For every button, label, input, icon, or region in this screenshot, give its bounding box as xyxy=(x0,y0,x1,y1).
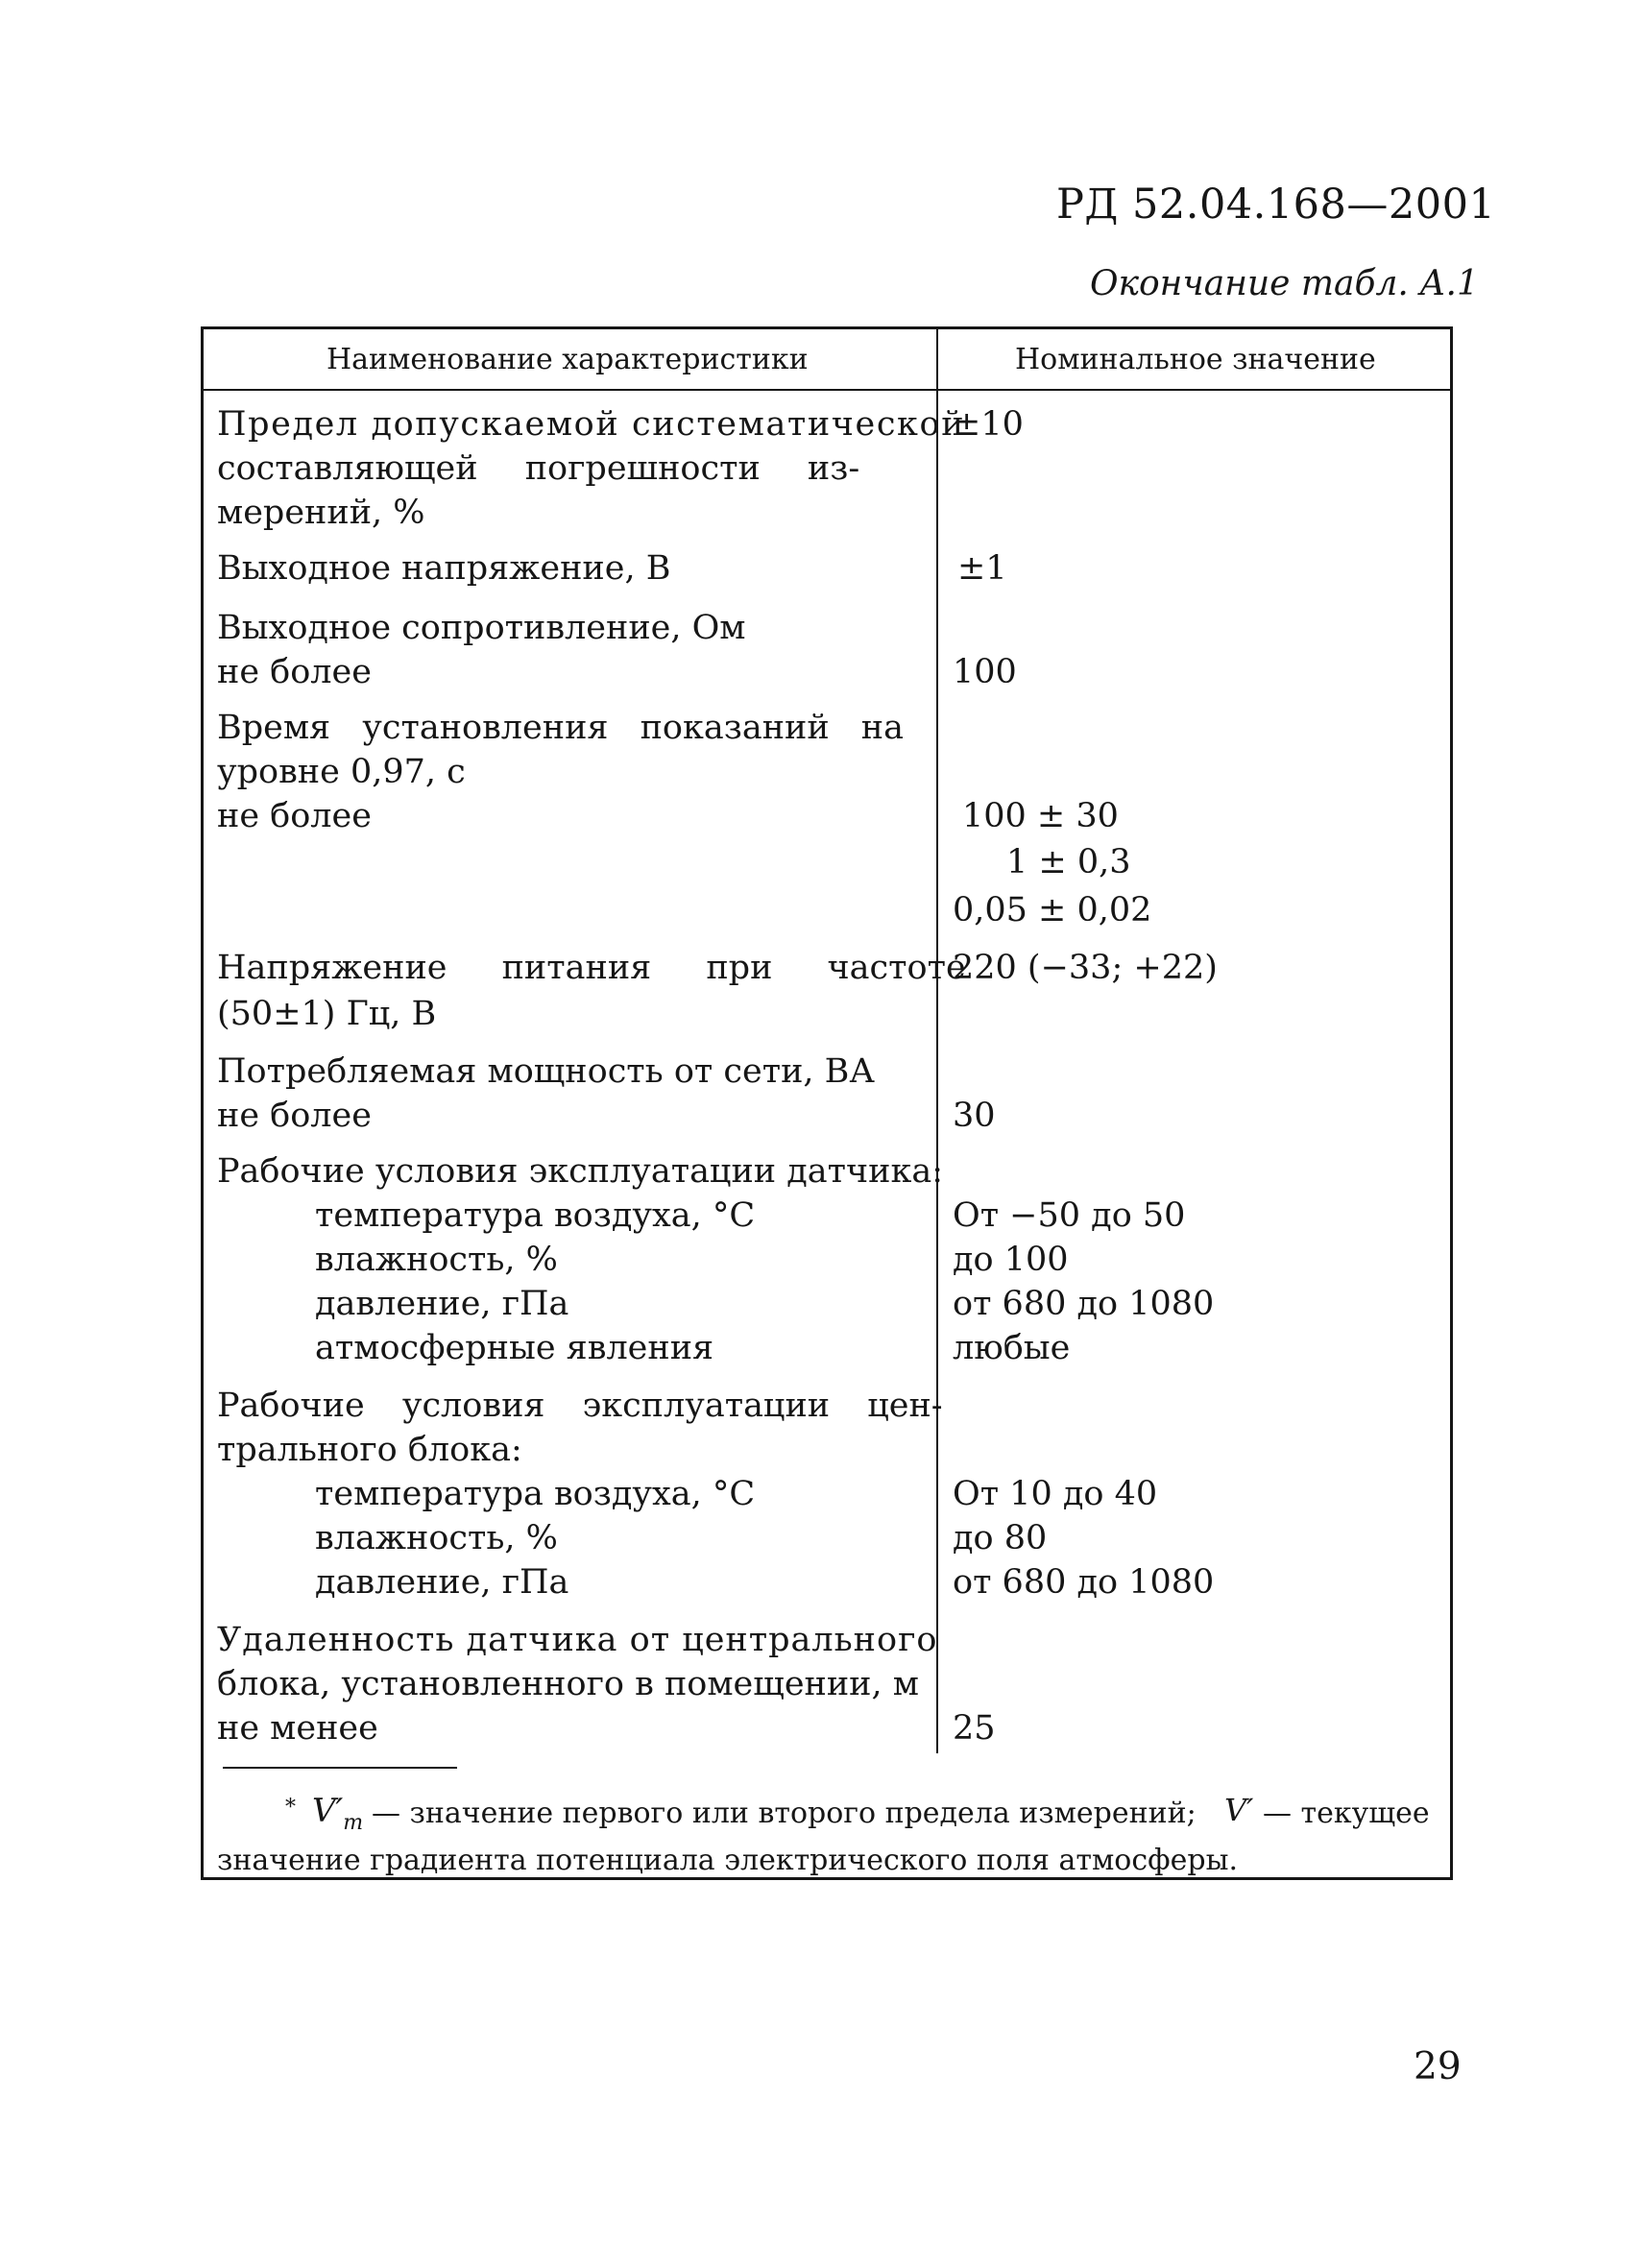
row-9-value: 25 xyxy=(953,1709,996,1748)
row-1-name-line-2: составляющей погрешности из- xyxy=(217,449,860,488)
column-header-value: Номинальное значение xyxy=(1015,343,1376,376)
row-7-name-line-3: влажность, % xyxy=(315,1241,558,1279)
row-3-value: 100 xyxy=(953,653,1017,691)
row-8-name-line-5: давление, гПа xyxy=(315,1563,569,1602)
row-4-value-1: 100 ± 30 xyxy=(962,797,1119,835)
row-1-name-line-1: Предел допускаемой систематической xyxy=(217,405,966,444)
row-9-name-line-2: блока, установленного в помещении, м xyxy=(217,1665,919,1703)
row-7-value-3: от 680 до 1080 xyxy=(953,1285,1215,1323)
row-8-name-line-4: влажность, % xyxy=(315,1519,558,1557)
row-6-value: 30 xyxy=(953,1097,996,1135)
page-number: 29 xyxy=(1414,2045,1462,2088)
row-7-value-4: любые xyxy=(953,1329,1071,1367)
row-4-name-line-3: не более xyxy=(217,797,372,835)
row-8-value-2: до 80 xyxy=(953,1519,1048,1557)
row-7-name-line-2: температура воздуха, °С xyxy=(315,1196,756,1235)
row-1-value: ±10 xyxy=(953,405,1024,444)
row-7-value-2: до 100 xyxy=(953,1241,1069,1279)
footnote-symbol-v: V′ xyxy=(1224,1792,1254,1828)
header-divider xyxy=(204,389,1450,391)
row-8-name-line-2: трального блока: xyxy=(217,1431,522,1469)
row-5-value: 220 (−33; +22) xyxy=(953,949,1218,987)
row-5-name-line-1: Напряжение питания при частоте xyxy=(217,949,966,987)
footnote-symbol-vm: $V'_m$ xyxy=(312,1792,364,1835)
footnote-separator xyxy=(223,1767,457,1769)
row-9-name-line-1: Удаленность датчика от центрального xyxy=(217,1621,938,1659)
row-8-value-3: от 680 до 1080 xyxy=(953,1563,1215,1602)
row-5-name-line-2: (50±1) Гц, В xyxy=(217,995,437,1033)
row-4-value-3: 0,05 ± 0,02 xyxy=(953,891,1152,929)
row-8-name-line-1: Рабочие условия эксплуатации цен- xyxy=(217,1387,943,1425)
row-3-name-line-1: Выходное сопротивление, Ом xyxy=(217,609,746,647)
row-7-name-line-5: атмосферные явления xyxy=(315,1329,714,1367)
row-8-name-line-3: температура воздуха, °С xyxy=(315,1475,756,1513)
table-continuation-note: Окончание табл. А.1 xyxy=(1090,264,1479,303)
footnote-mark: * xyxy=(285,1796,296,1820)
row-7-name-line-1: Рабочие условия эксплуатации датчика: xyxy=(217,1152,944,1191)
document-code: РД 52.04.168—2001 xyxy=(1056,181,1496,229)
row-9-name-line-3: не менее xyxy=(217,1709,378,1748)
footnote-text-3: значение градиента потенциала электрического поля атмосферы. xyxy=(217,1844,1238,1877)
column-header-name: Наименование характеристики xyxy=(326,343,809,376)
row-4-name-line-1: Время установления показаний на xyxy=(217,709,905,747)
row-8-value-1: От 10 до 40 xyxy=(953,1475,1158,1513)
row-2-value: ±1 xyxy=(957,549,1007,588)
row-6-name-line-2: не более xyxy=(217,1097,372,1135)
footnote-text-2: — текущее xyxy=(1263,1797,1430,1830)
characteristics-table xyxy=(201,326,1453,1880)
row-3-name-line-2: не более xyxy=(217,653,372,691)
row-2-name-line-1: Выходное напряжение, В xyxy=(217,549,671,588)
row-7-name-line-4: давление, гПа xyxy=(315,1285,569,1323)
row-1-name-line-3: мерений, % xyxy=(217,494,425,532)
row-4-value-2: 1 ± 0,3 xyxy=(1006,843,1131,881)
row-4-name-line-2: уровне 0,97, с xyxy=(217,753,466,791)
row-7-value-1: От −50 до 50 xyxy=(953,1196,1186,1235)
row-6-name-line-1: Потребляемая мощность от сети, ВА xyxy=(217,1052,875,1091)
footnote-text-1: — значение первого или второго предела измерений; xyxy=(372,1797,1197,1830)
column-divider xyxy=(936,329,938,1753)
